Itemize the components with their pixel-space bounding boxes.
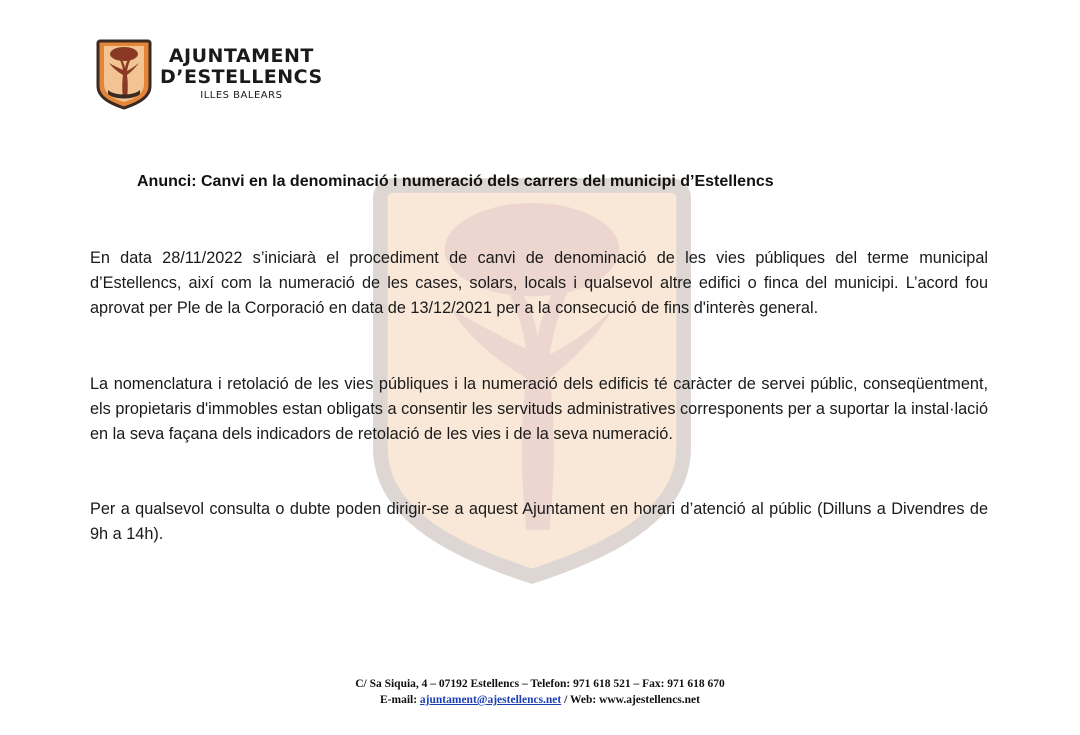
coat-of-arms-icon: [96, 38, 152, 110]
brand-line-estellencs: D’ESTELLENCS: [160, 66, 323, 88]
brand-line-ajuntament: AJUNTAMENT: [168, 45, 314, 67]
municipality-name: [160, 47, 323, 101]
letterhead: [96, 38, 323, 110]
web-label: / Web:: [564, 694, 597, 706]
footer-online-line: [0, 692, 1080, 708]
email-link[interactable]: ajuntament@ajestellencs.net: [419, 694, 562, 706]
web-address: www.ajestellencs.net: [599, 694, 700, 706]
paragraph-1: En data 28/11/2022 s’iniciarà el procediment de canvi de denominació de les vies públiques del terme municipal d’Estellencs, així com la numeració de les cases, solars, locals i qualsevol altre edifici o finca del municipi. L’acord fou aprovat per Ple de la Corporació en data de 13/12/2021 per a la consecució de fins d'interès general.: [90, 249, 988, 317]
footer-address-line: C/ Sa Siquia, 4 – 07192 Estellencs – Telefon: 971 618 521 – Fax: 971 618 670: [355, 678, 725, 690]
brand-line-region: ILLES BALEARS: [200, 90, 283, 101]
document-title: Anunci: Canvi en la denominació i numeració dels carrers del municipi d’Estellencs: [137, 173, 774, 190]
paragraph-2: La nomenclatura i retolació de les vies públiques i la numeració dels edificis té caràcter de servei públic, conseqüentment, els propietaris d'immobles estan obligats a consentir les servituds administratives corresponents per a suportar la instal·lació en la seva façana dels indicadors de retolació de les vies i de la seva numeració.: [90, 375, 988, 443]
footer-contact: [0, 676, 1080, 708]
email-label: E-mail:: [379, 694, 418, 706]
paragraph-3: Per a qualsevol consulta o dubte poden dirigir-se a aquest Ajuntament en horari d’atenció al públic (Dilluns a Divendres de 9h a 14h).: [90, 500, 988, 543]
